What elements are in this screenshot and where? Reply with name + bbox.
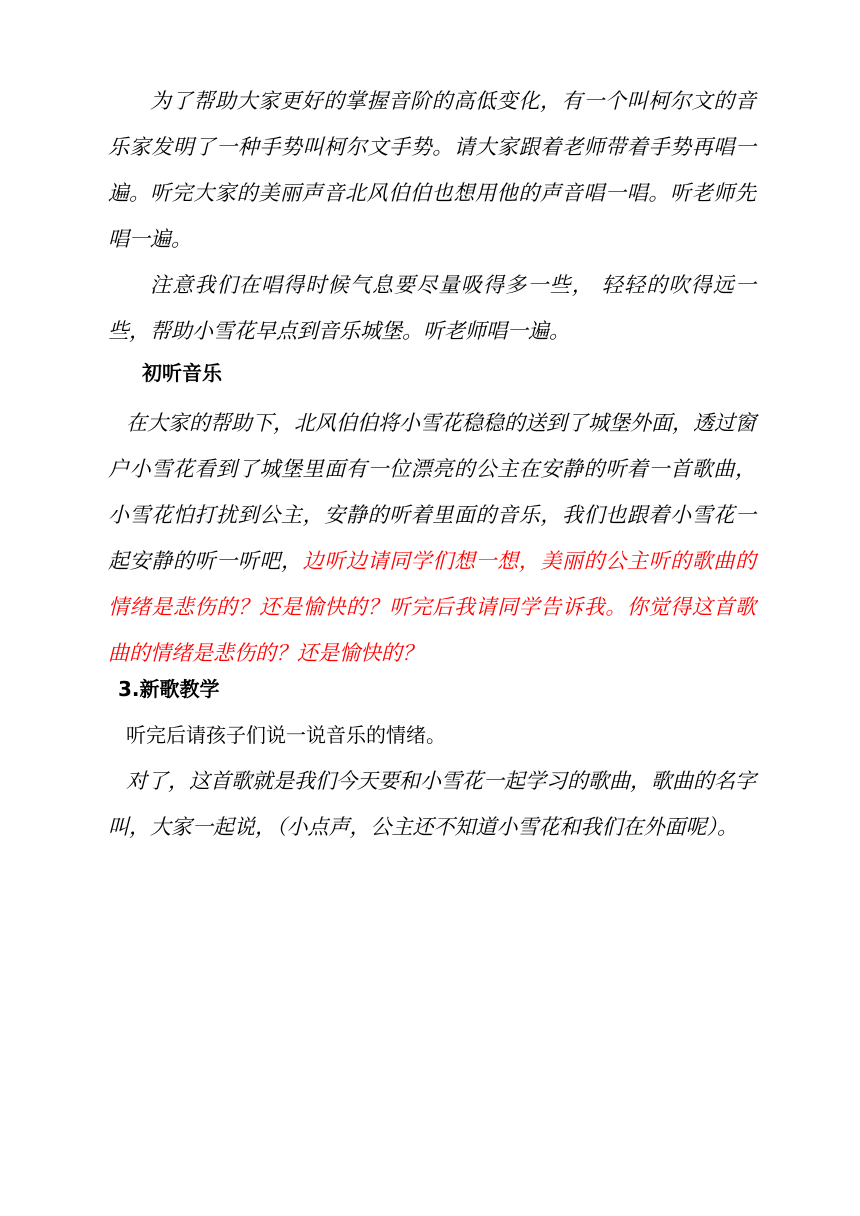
paragraph-castle-story (108, 400, 756, 676)
paragraph-breathing-tip: 注意我们在唱得时候气息要尽量吸得多一些， 轻轻的吹得远一些，帮助小雪花早点到音乐城堡。听老师唱一遍。 (108, 273, 756, 343)
heading-first-listen: 初听音乐 (142, 361, 222, 385)
heading-new-song-teaching: 3.新歌教学 (118, 677, 220, 701)
question-highlight: 边听边请同学们想一想，美丽的公主听的歌曲的情绪是悲伤的？还是愉快的？听完后我请同学告诉我。你觉得这首歌曲的情绪是悲伤的？还是愉快的？ (108, 549, 757, 665)
story-text: 在大家的帮助下，北风伯伯将小雪花稳稳的送到了城堡外面，透过窗户小雪花看到了城堡里面有一位漂亮的公主在安静的听着一首歌曲，小雪花怕打扰到公主，安静的听着里面的音乐，我们也跟着小雪花一起安静的听一听吧， (108, 411, 756, 573)
paragraph-song-name: 对了，这首歌就是我们今天要和小雪花一起学习的歌曲，歌曲的名字叫，大家一起说，（小点声，公主还不知道小雪花和我们在外面呢）。 (108, 769, 756, 839)
paragraph-discuss-emotion: 听完后请孩子们说一说音乐的情绪。 (126, 723, 446, 747)
paragraph-kodaly-hand-signs: 为了帮助大家更好的掌握音阶的高低变化，有一个叫柯尔文的音乐家发明了一种手势叫柯尔文手势。请大家跟着老师带着手势再唱一遍。 (108, 89, 756, 205)
paragraph-north-wind-sings: 听完大家的美丽声音北风伯伯也想用他的声音唱一唱。听老师先唱一遍。 (108, 181, 756, 251)
